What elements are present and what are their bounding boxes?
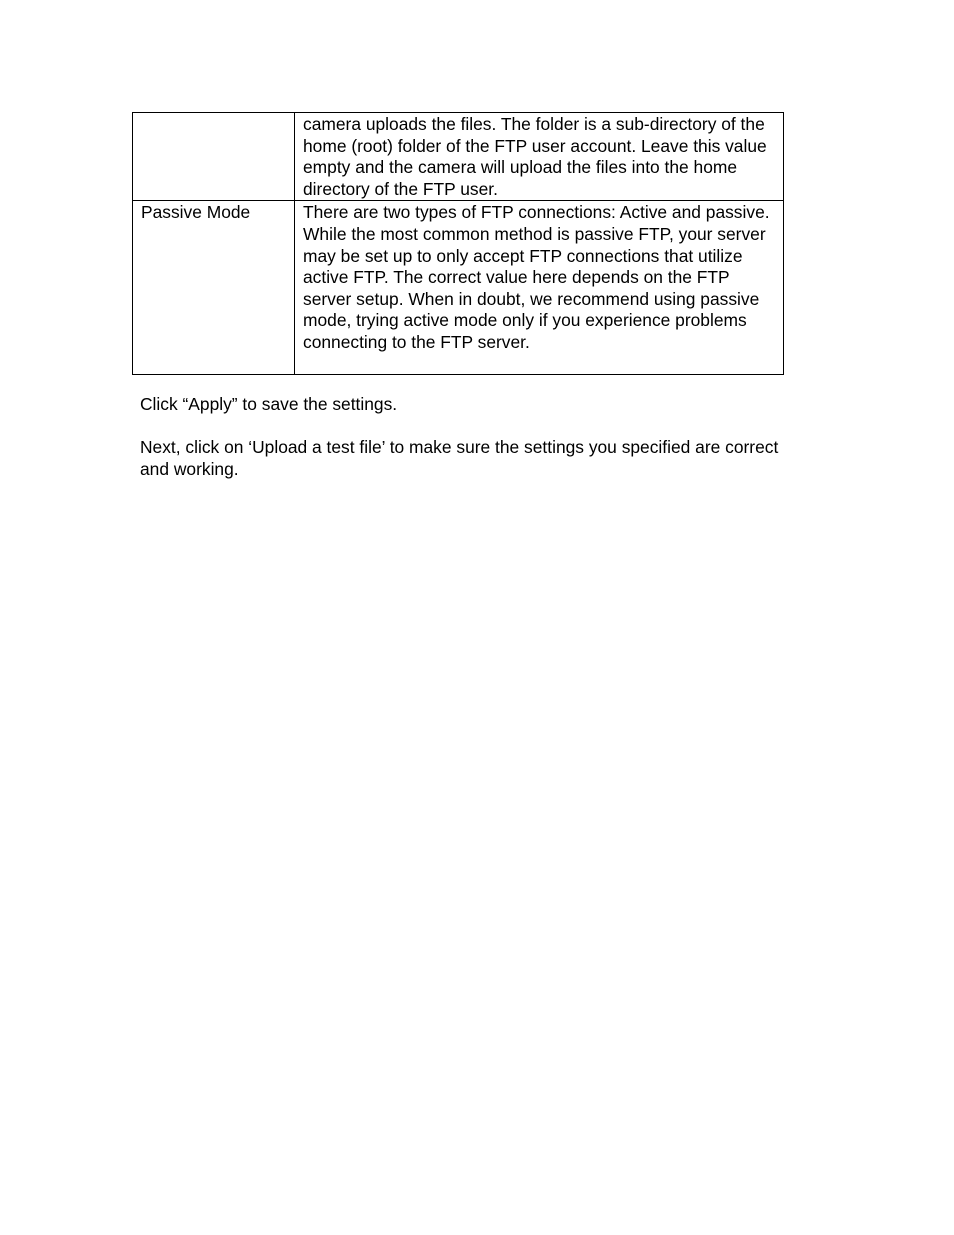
setting-name-cell: Passive Mode bbox=[133, 201, 295, 375]
upload-test-instruction-text: Next, click on ‘Upload a test file’ to make sure the settings you specified are correct and working. bbox=[140, 437, 779, 479]
setting-name-cell bbox=[133, 113, 295, 201]
table-row bbox=[133, 113, 784, 201]
apply-instruction-text: Click “Apply” to save the settings. bbox=[140, 394, 398, 414]
setting-description-cell: There are two types of FTP connections: Active and passive. While the most common method is passive FTP, your server may be set up to only accept FTP connections that utilize active FTP. The correct value here depends on the FTP server setup. When in doubt, we recommend using passive mode, trying active mode only if you experience problems connecting to the FTP server. bbox=[295, 201, 784, 375]
settings-table bbox=[132, 112, 784, 375]
table-row bbox=[133, 201, 784, 375]
setting-description-cell: camera uploads the files. The folder is a sub-directory of the home (root) folder of the FTP user account. Leave this value empty and the camera will upload the files into the home directory of the FTP user. bbox=[295, 113, 784, 201]
